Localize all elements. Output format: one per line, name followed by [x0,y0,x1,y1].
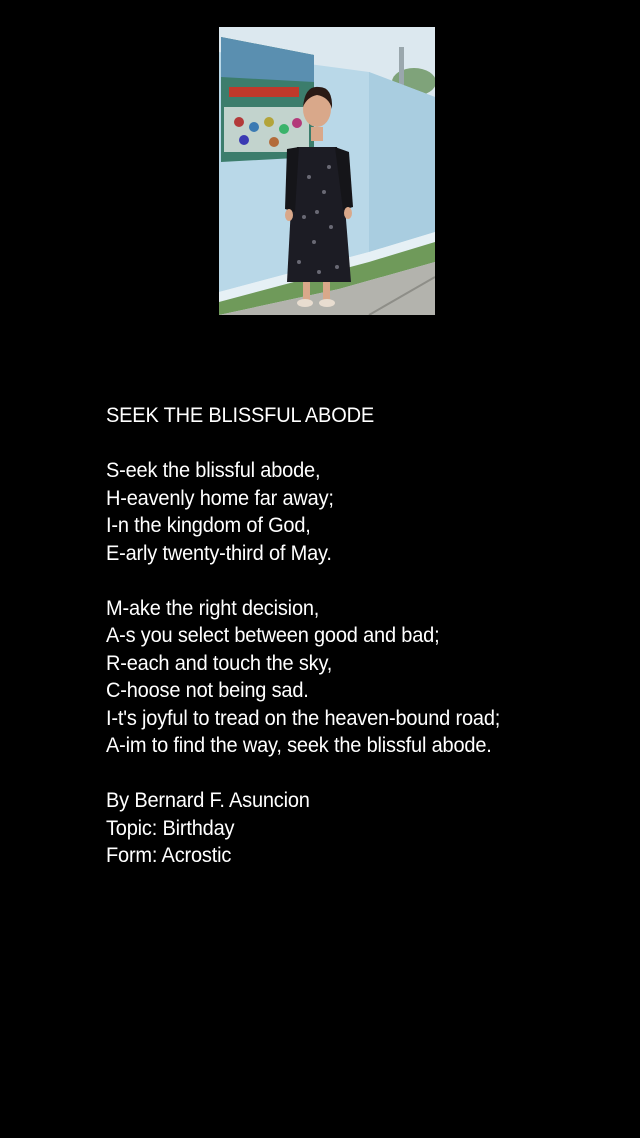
poem-line: H-eavenly home far away; [106,485,334,510]
poem-photo [219,27,435,315]
poem-form: Form: Acrostic [106,843,232,867]
poem-line: A-im to find the way, seek the blissful abode. [106,733,492,757]
poem-line: C-hoose not being sad. [106,678,309,702]
photo-illustration [219,27,435,315]
poem-line: S-eek the blissful abode, [106,458,321,482]
poem-text [106,402,571,870]
poem-byline: By Bernard F. Asuncion [106,788,310,812]
poem-line: I-t's joyful to tread on the heaven-bound road; [106,705,501,730]
stanza-gap [106,760,571,788]
poem-title: SEEK THE BLISSFUL ABODE [106,403,374,427]
poem-line: M-ake the right decision, [106,595,320,620]
poem-line: E-arly twenty-third of May. [106,540,332,565]
poem-line: A-s you select between good and bad; [106,623,440,647]
poem-topic: Topic: Birthday [106,815,235,840]
poem-line: I-n the kingdom of God, [106,513,311,537]
stanza-gap [106,430,571,458]
stanza-gap [106,567,571,595]
poem-line: R-each and touch the sky, [106,650,333,675]
